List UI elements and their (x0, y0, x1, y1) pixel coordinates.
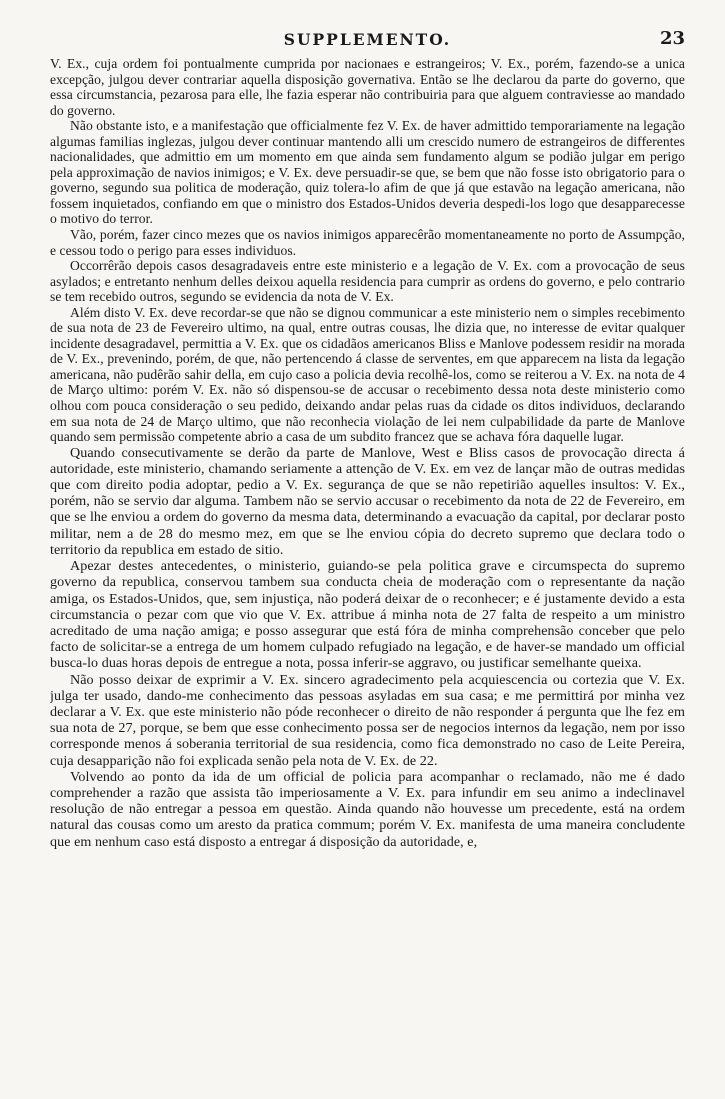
paragraph: Apezar destes antecedentes, o ministerio, guiando-se pela politica grave e circumspecta do supremo governo da republica, conservou tambem sua conducta cheia de moderação com o representante da nação amiga, os Estados-Unidos, que, sem injustiça, não poderá deixar de o reconhecer; e é justamente devido a esta circumstancia o pezar com que vio que V. Ex. attribue á minha nota de 27 falta de respeito a um ministro acreditado de uma nação amiga; e posso assegurar que está fóra de minha comprehensão conceber que pelo facto de solicitar-se a entrega de um homem culpado refugiado na legação, e de haver-se mandado um official busca-lo duas horas depois de entregue a nota, possa inferir-se aggravo, ou justificar semelhante queixa. (50, 558, 685, 672)
paragraph: Não posso deixar de exprimir a V. Ex. sincero agradecimento pela acquiescencia ou cortezia que V. Ex. julga ter usado, dando-me conhecimento das pessoas asyladas em sua casa; e me permittirá por minha vez declarar a V. Ex. que este ministerio não póde reconhecer o direito de não responder á pergunta que lhe fez em sua nota de 27, porque, se bem que esse conhecimento possa ser de negocios internos da legação, nem por isso corresponde menos á soberania territorial de sua residencia, como fica demonstrado no caso de Leite Pereira, cuja desapparição não foi explicada senão pela nota de V. Ex. de 22. (50, 671, 685, 769)
document-page (50, 28, 685, 1088)
page-title: SUPPLEMENTO. (283, 30, 452, 49)
paragraph: Vão, porém, fazer cinco mezes que os navios inimigos apparecêrão momentaneamente no porto de Assumpção, e cessou todo o perigo para esses individuos. (50, 227, 685, 258)
page-header (50, 28, 685, 50)
paragraph: Quando consecutivamente se derão da parte de Manlove, West e Bliss casos de provocação directa á autoridade, este ministerio, chamando seriamente a attenção de V. Ex. em vez de lançar mão de outras medidas que com direito podia adoptar, pedio a V. Ex. segurança de que se não repetirião aquelles insultos: V. Ex., porém, não se servio dar alguma. Tambem não se servio accusar o recebimento da nota de 22 de Fevereiro, em que se lhe enviou a ordem do governo da mesma data, determinando a evacuação da capital, por declarar posto militar, nem a de 28 do mesmo mez, em que se lhe enviou cópia do decreto supremo que declara todo o territorio da republica em estado de sitio. (50, 444, 685, 558)
body-text (50, 56, 685, 850)
paragraph: Volvendo ao ponto da ida de um official de policia para acompanhar o reclamado, não me é dado comprehender a razão que assista tão imperiosamente a V. Ex. para infundir em seu animo a indeclinavel resolução de não entregar a pessoa em questão. Ainda quando não houvesse um precedente, está na ordem natural das cousas como um aresto da pratica commum; porém V. Ex. manifesta de uma maneira concludente que em nenhum caso está disposto a entregar á disposição da autoridade, e, (50, 768, 685, 850)
paragraph: Occorrêrão depois casos desagradaveis entre este ministerio e a legação de V. Ex. com a provocação de seus asylados; e entretanto nenhum delles deixou aquella residencia para cumprir as ordens do governo, e pelo contrario se tem recebido outros, segundo se evidencia da nota de V. Ex. (50, 258, 685, 305)
paragraph: Não obstante isto, e a manifestação que officialmente fez V. Ex. de haver admittido temporariamente na legação algumas familias inglezas, julgou dever continuar mantendo alli um crescido numero de estrangeiros de differentes nacionalidades, que admittio em um momento em que ainda sem fundamento algum se podião julgar em perigo pela approximação de navios inimigos; e V. Ex. deve persuadir-se que, se bem que não fosse isto obrigatorio para o governo, segundo sua politica de moderação, quiz tolera-lo afim de que já que estavão na legação americana, não fossem inquietados, confiando em que o ministro dos Estados-Unidos deveria despedi-los logo que desapparecesse o motivo do terror. (50, 118, 685, 227)
paragraph: V. Ex., cuja ordem foi pontualmente cumprida por nacionaes e estrangeiros; V. Ex., porém, fazendo-se a unica excepção, julgou dever contrariar aquella disposição governativa. Então se lhe declarou da parte do governo, que essa circumstancia, pezarosa para elle, lhe fazia esperar não contribuiria para que alguem contraviesse ao mandado do governo. (50, 56, 685, 118)
paragraph: Além disto V. Ex. deve recordar-se que não se dignou communicar a este ministerio nem o simples recebimento de sua nota de 23 de Fevereiro ultimo, na qual, entre outras cousas, lhe dizia que, no interesse de evitar qualquer incidente desagradavel, permittia a V. Ex. que os cidadãos americanos Bliss e Manlove podessem residir na morada de V. Ex., prevenindo, porém, de que, não pertencendo á classe de serventes, em que apparecem na lista da legação americana, não pudêrão sahir della, em cujo caso a policia devia recolhê-los, como se reiterou a V. Ex. na nota de 4 de Março ultimo: porém V. Ex. não só dispensou-se de accusar o recebimento dessa nota deste ministerio como olhou com pouca consideração o seu pedido, deixando andar pelas ruas da cidade os ditos individuos, declarando em sua nota de 24 de Março ultimo, que não reconhecia violação de lei nem culpabilidade da parte de Manlove quando sem permissão competente abrio a casa de um subdito francez que se achava fóra daquelle lugar. (50, 304, 685, 445)
page-number: 23 (659, 28, 685, 49)
